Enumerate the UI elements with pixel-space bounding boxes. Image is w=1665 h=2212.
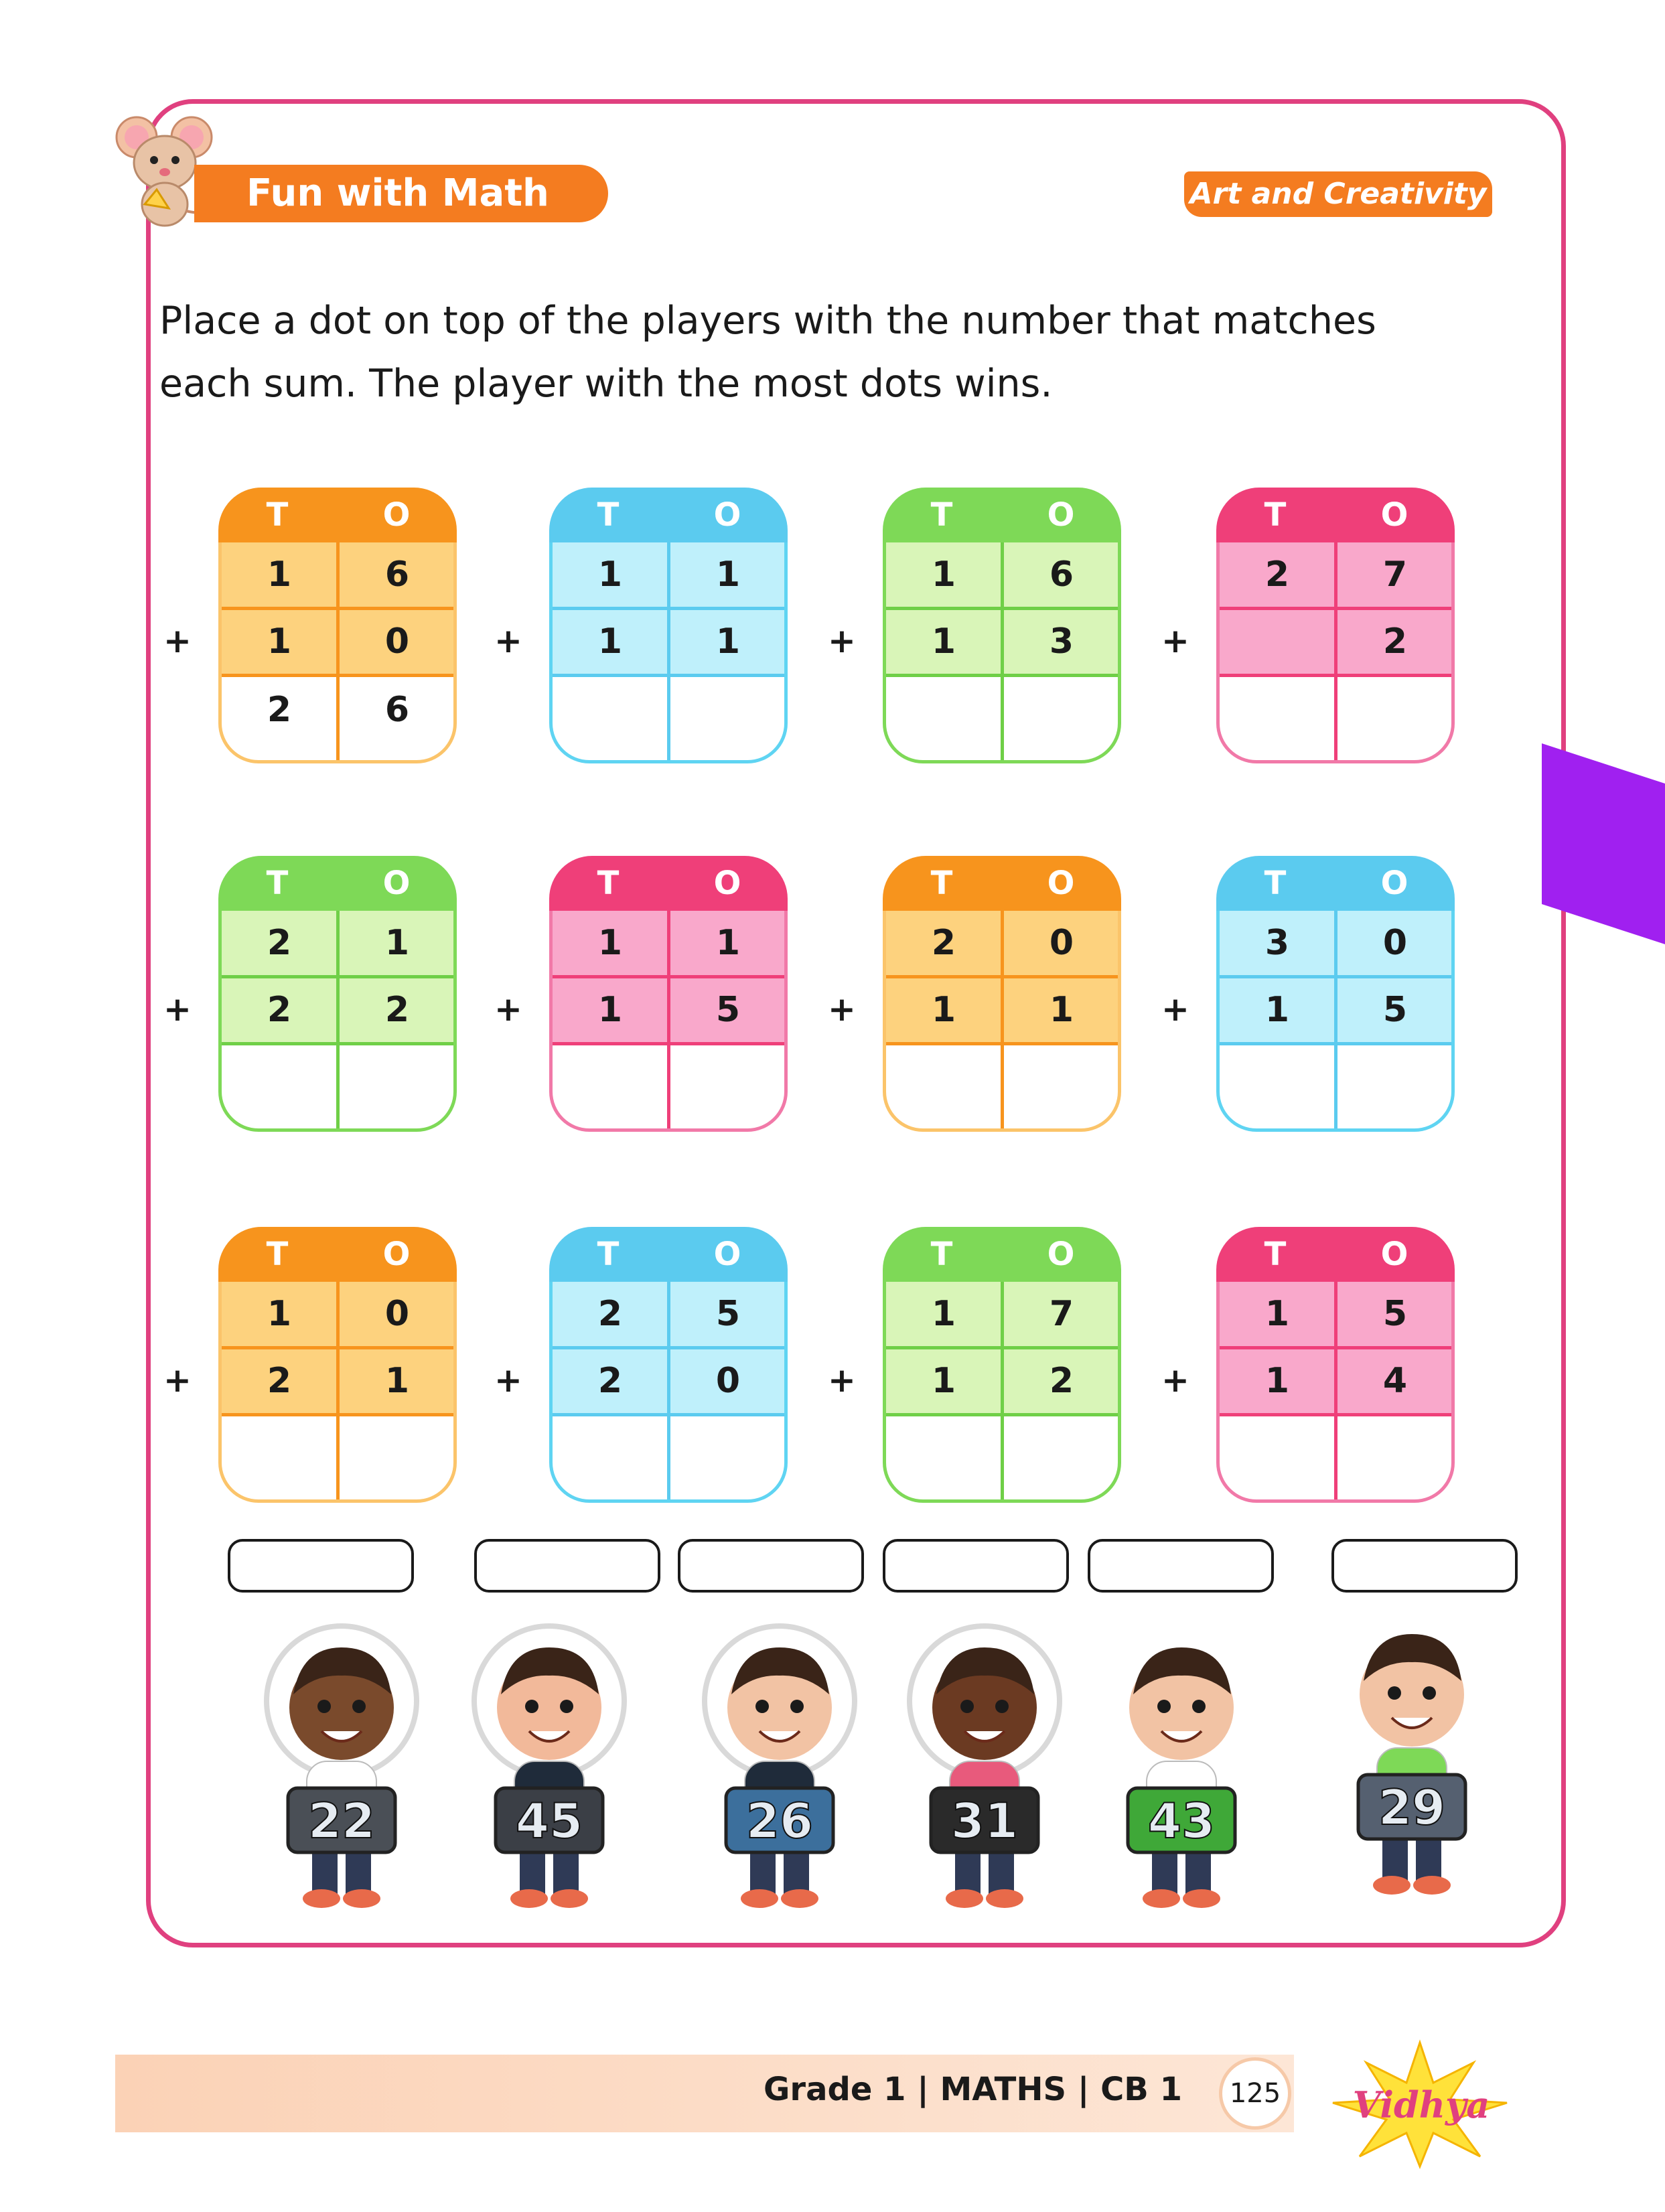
plus-sign: + [828,1361,856,1400]
ones-digit: 0 [384,1294,410,1334]
player-number: 22 [307,1793,376,1849]
addition-card [218,488,457,763]
answer-box[interactable] [1088,1539,1274,1593]
page-number: 125 [1219,2057,1291,2130]
tens-label: T [930,1236,953,1273]
plus-sign: + [828,621,856,660]
ones-digit: 1 [715,621,741,662]
player-character[interactable] [255,1621,429,1915]
addition-card [883,856,1121,1132]
ones-digit: 1 [1049,990,1074,1030]
ones-label: O [382,496,411,534]
answer-ones-cell[interactable] [1339,678,1451,742]
tens-digit: 1 [1264,1294,1290,1334]
card-body [1216,542,1455,763]
instruction-text [159,289,1472,415]
ones-label: O [713,865,741,902]
card-body [218,1282,457,1503]
player-number: 43 [1147,1793,1216,1849]
tens-label: T [597,865,620,902]
instruction-line-2: each sum. The player with the most dots wins. [159,362,1053,406]
tens-label: T [266,865,289,902]
answer-tens-cell[interactable] [223,1046,336,1110]
tens-digit: 1 [267,621,292,662]
ones-digit: 2 [1049,1361,1074,1401]
answer-box[interactable] [474,1539,660,1593]
tens-digit: 1 [931,1361,956,1401]
tens-label: T [930,496,953,534]
tens-digit: 3 [1264,923,1290,963]
player-number: 31 [950,1793,1019,1849]
answer-tens-cell[interactable] [887,678,1000,742]
card-body [549,911,788,1132]
tens-digit: 2 [931,923,956,963]
tens-label: T [1264,496,1287,534]
player-character[interactable] [897,1621,1072,1915]
ones-label: O [382,1236,411,1273]
ones-digit: 6 [1049,555,1074,595]
tens-digit: 2 [267,923,292,963]
ones-digit: 1 [715,923,741,963]
card-body [1216,911,1455,1132]
tens-digit: 1 [1264,1361,1290,1401]
footer-grade-subject: Grade 1 | MATHS | CB 1 [764,2071,1182,2108]
tens-label: T [1264,1236,1287,1273]
answer-box[interactable] [883,1539,1069,1593]
answer-ones-cell[interactable] [672,1417,784,1481]
player-number: 45 [515,1793,583,1849]
ones-label: O [1047,865,1075,902]
tens-digit: 2 [267,990,292,1030]
ones-label: O [713,1236,741,1273]
plus-sign: + [494,990,522,1029]
tens-digit: 2 [597,1294,623,1334]
ones-label: O [1047,496,1075,534]
answer-tens-cell[interactable] [1221,1046,1333,1110]
answer-ones-cell[interactable] [1339,1417,1451,1481]
tens-digit: 2 [597,1361,623,1401]
addition-card [883,1227,1121,1503]
answer-ones-cell[interactable] [1005,678,1118,742]
addition-card [549,488,788,763]
tens-digit: 1 [931,621,956,662]
addition-card [549,856,788,1132]
plus-sign: + [1161,990,1189,1029]
card-body [883,1282,1121,1503]
tens-label: T [266,1236,289,1273]
addition-card [1216,1227,1455,1503]
tens-digit: 1 [267,555,292,595]
instruction-line-1: Place a dot on top of the players with the number that matches [159,299,1376,343]
ones-label: O [382,865,411,902]
ones-digit: 2 [384,990,410,1030]
card-body [218,542,457,763]
addition-card [1216,488,1455,763]
player-character[interactable] [1325,1607,1499,1902]
answer-tens-cell[interactable] [1221,678,1333,742]
ones-label: O [1380,865,1408,902]
tens-label: T [266,496,289,534]
tens-digit: 2 [267,1361,292,1401]
addition-card [218,856,457,1132]
card-body [883,542,1121,763]
player-character[interactable] [693,1621,867,1915]
tens-label: T [597,496,620,534]
side-tab [1542,743,1665,944]
addition-card [549,1227,788,1503]
plus-sign: + [1161,1361,1189,1400]
addition-card [218,1227,457,1503]
tens-label: T [1264,865,1287,902]
plus-sign: + [163,621,192,660]
ones-digit: 0 [1382,923,1408,963]
addition-card [1216,856,1455,1132]
answer-ones-cell[interactable] [341,1046,453,1110]
answer-ones-cell[interactable] [341,1417,453,1481]
ones-digit: 5 [715,1294,741,1334]
tens-digit: 1 [931,1294,956,1334]
ones-label: O [1380,496,1408,534]
answer-tens-cell[interactable] [554,678,666,742]
plus-sign: + [494,1361,522,1400]
answer-box[interactable] [678,1539,864,1593]
ones-digit: 0 [384,621,410,662]
ones-digit: 5 [1382,990,1408,1030]
section-title: Fun with Math [194,165,608,222]
tens-digit: 2 [1264,555,1290,595]
tens-digit: 1 [597,555,623,595]
plus-sign: + [828,990,856,1029]
ones-digit: 5 [715,990,741,1030]
answer-tens-cell[interactable]: 2 [267,690,292,730]
tens-label: T [930,865,953,902]
ones-digit: 7 [1049,1294,1074,1334]
ones-label: O [1047,1236,1075,1273]
answer-box[interactable] [1331,1539,1518,1593]
player-number: 29 [1378,1779,1446,1836]
player-number: 26 [745,1793,814,1849]
answer-tens-cell[interactable] [1221,1417,1333,1481]
answer-ones-cell[interactable]: 6 [384,690,410,730]
card-body [1216,1282,1455,1503]
tens-digit: 1 [597,621,623,662]
plus-sign: + [163,990,192,1029]
answer-ones-cell[interactable] [672,678,784,742]
answer-tens-cell[interactable] [554,1046,666,1110]
tens-digit: 1 [267,1294,292,1334]
tens-label: T [597,1236,620,1273]
vidhya-logo [1306,2036,1534,2170]
tens-digit: 1 [597,990,623,1030]
brand-name: Vidhya [1352,2083,1490,2126]
answer-ones-cell[interactable] [672,1046,784,1110]
ones-digit: 1 [384,923,410,963]
card-body [218,911,457,1132]
ones-digit: 6 [384,555,410,595]
answer-ones-cell[interactable] [1339,1046,1451,1110]
ones-label: O [713,496,741,534]
ones-digit: 1 [715,555,741,595]
tens-digit: 1 [931,555,956,595]
plus-sign: + [1161,621,1189,660]
ones-digit: 2 [1382,621,1408,662]
card-body [549,542,788,763]
answer-ones-cell[interactable] [1005,1046,1118,1110]
ones-digit: 3 [1049,621,1074,662]
ones-digit: 5 [1382,1294,1408,1334]
tens-digit: 1 [931,990,956,1030]
answer-ones-cell[interactable] [1005,1417,1118,1481]
card-body [549,1282,788,1503]
answer-tens-cell[interactable] [887,1046,1000,1110]
ones-digit: 7 [1382,555,1408,595]
category-tag: Art and Creativity [1184,171,1492,217]
player-character[interactable] [1094,1621,1269,1915]
answer-tens-cell[interactable] [223,1417,336,1481]
plus-sign: + [494,621,522,660]
tens-digit: 1 [1264,990,1290,1030]
ones-digit: 1 [384,1361,410,1401]
answer-tens-cell[interactable] [887,1417,1000,1481]
ones-digit: 4 [1382,1361,1408,1401]
answer-tens-cell[interactable] [554,1417,666,1481]
tens-digit: 1 [597,923,623,963]
ones-digit: 0 [715,1361,741,1401]
ones-digit: 0 [1049,923,1074,963]
answer-box[interactable] [228,1539,414,1593]
plus-sign: + [163,1361,192,1400]
addition-card [883,488,1121,763]
card-body [883,911,1121,1132]
ones-label: O [1380,1236,1408,1273]
player-character[interactable] [462,1621,636,1915]
tens-digit [1221,609,1333,674]
